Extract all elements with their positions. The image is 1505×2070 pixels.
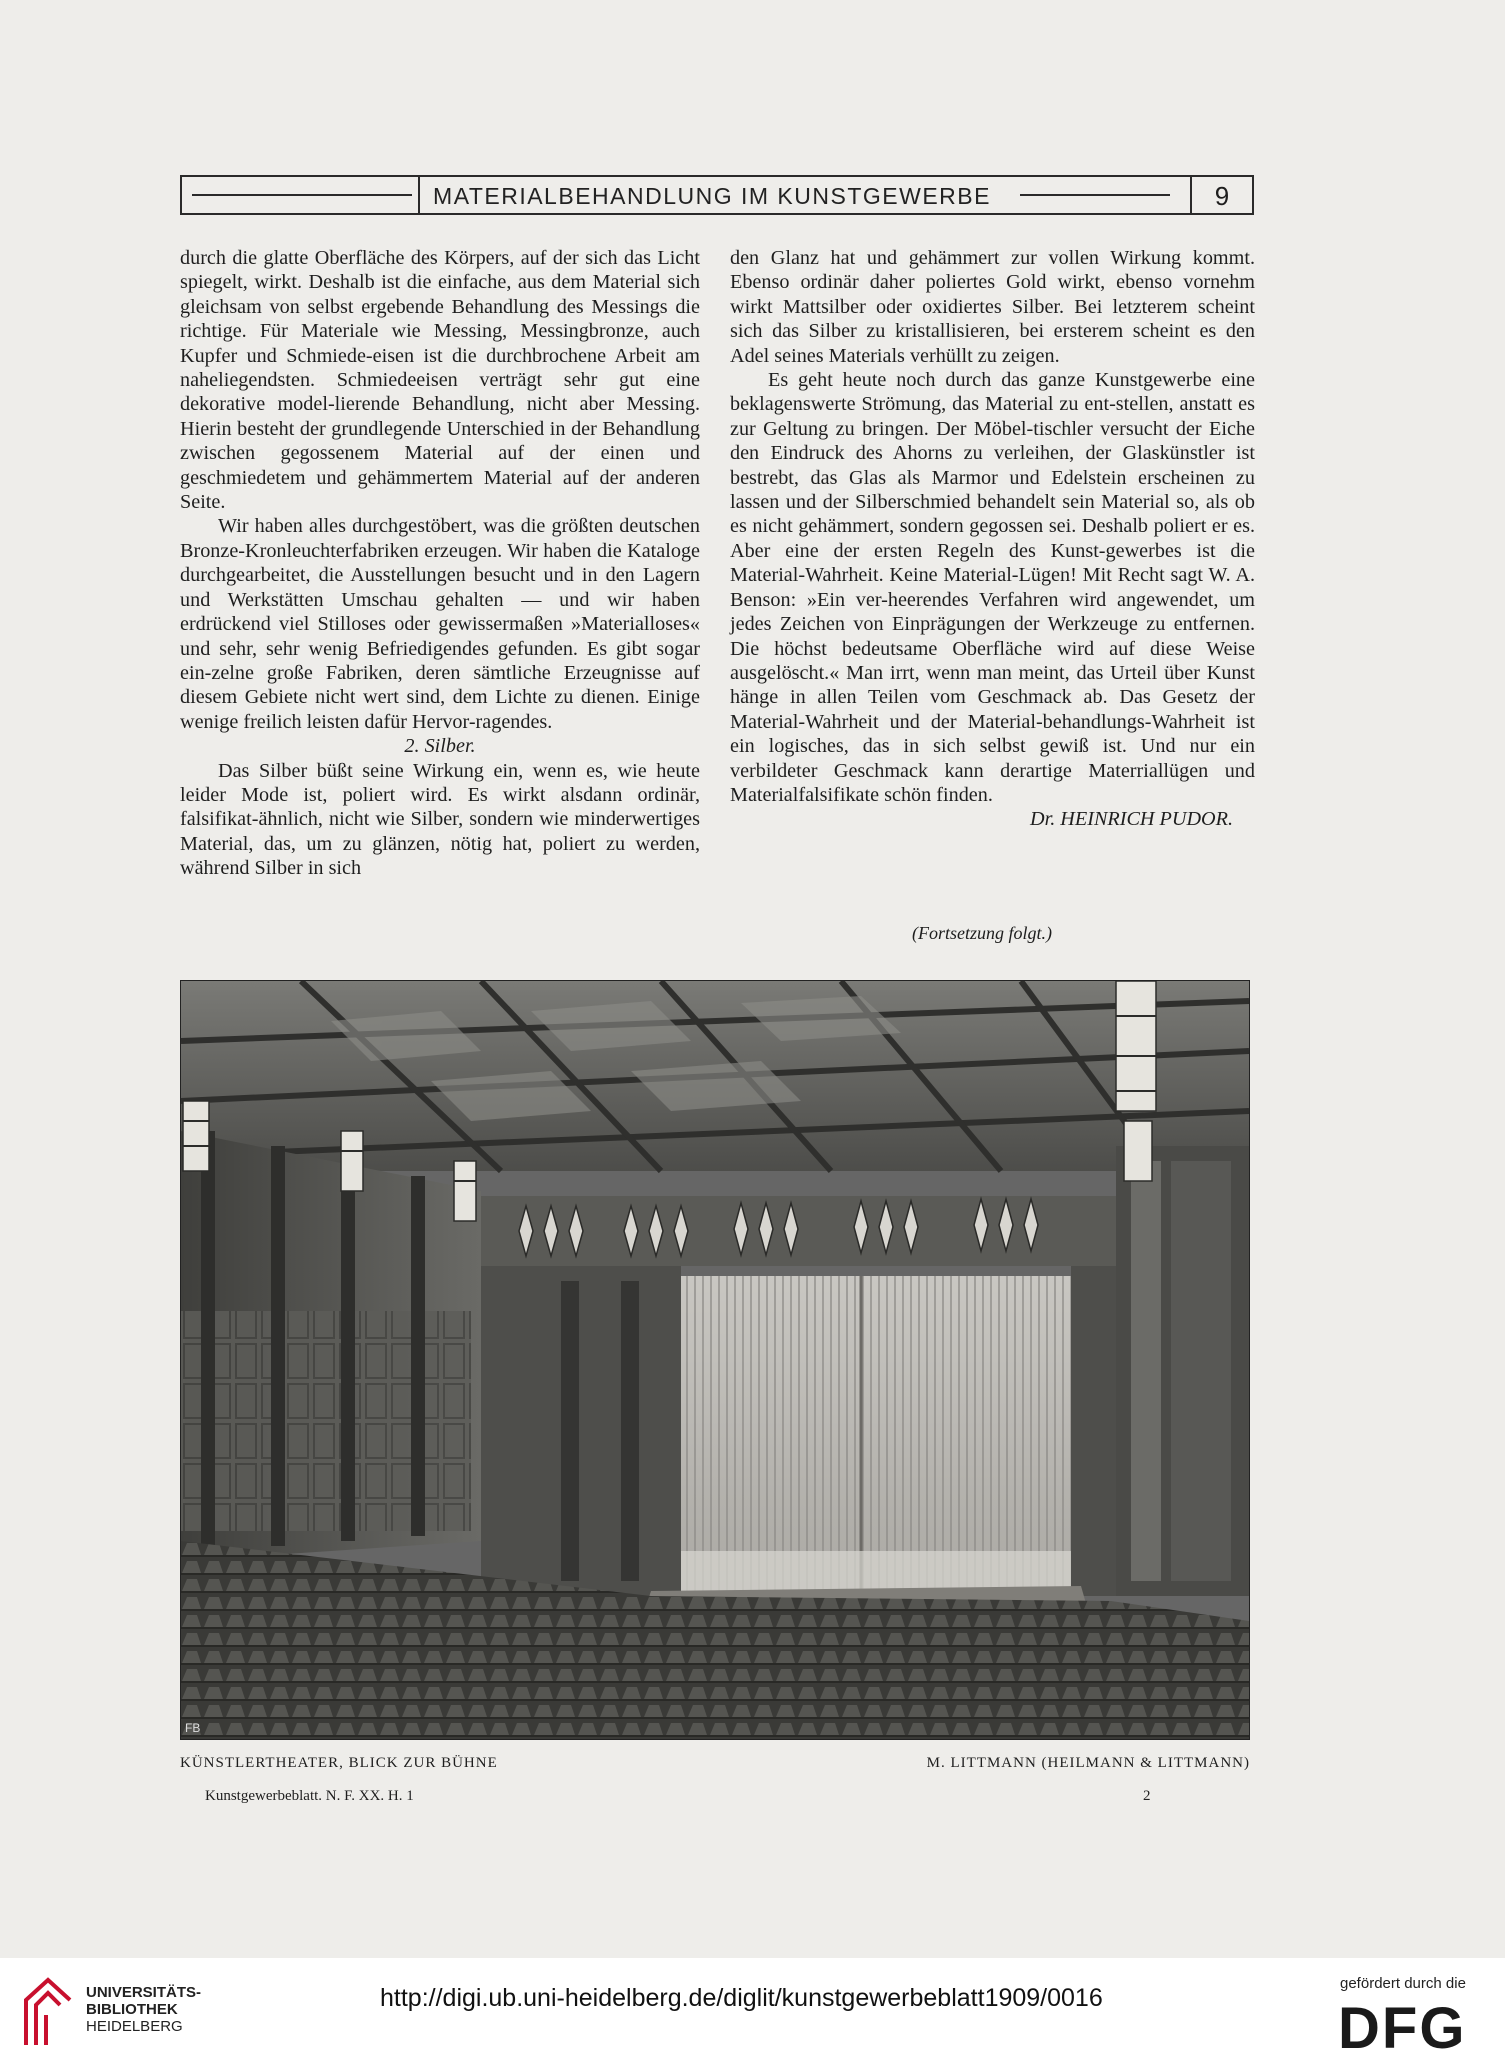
header-title: MATERIALBEHANDLUNG IM KUNSTGEWERBE	[433, 183, 991, 209]
library-name-line: HEIDELBERG	[86, 2018, 183, 2035]
library-name	[86, 1984, 201, 2035]
left-column	[180, 246, 700, 881]
funding-note: gefördert durch die	[1340, 1975, 1466, 1992]
theatre-photograph	[180, 980, 1250, 1740]
section-heading: 2. Silber.	[404, 735, 476, 758]
continuation-note: (Fortsetzung folgt.)	[912, 923, 1052, 943]
library-name-line: UNIVERSITÄTS-	[86, 1984, 202, 2001]
journal-signature-line: Kunstgewerbeblatt. N. F. XX. H. 1	[205, 1788, 414, 1804]
right-column	[730, 246, 1255, 832]
header-divider	[418, 177, 420, 213]
dfg-logo-text: DFG	[1338, 1996, 1467, 2056]
dfg-logo	[1338, 1996, 1488, 2056]
university-library-logo-icon	[18, 1975, 78, 2050]
paragraph: Das Silber büßt seine Wirkung ein, wenn es, wie heute leider Mode ist, poliert wird. Es wirkt alsdann ordinär, falsifikat-ähnlich, nicht wie Silber, sondern wie minderwertiges Material, das, um zu glänzen, nötig hat, poliert zu werden, während Silber in sich	[180, 759, 700, 880]
sheet-number: 2	[1143, 1788, 1151, 1804]
theatre-photo-illustration	[181, 981, 1249, 1739]
page-number: 9	[1214, 181, 1230, 211]
paragraph: durch die glatte Oberfläche des Körpers, auf der sich das Licht spiegelt, wirkt. Deshalb ist die einfache, aus dem Material sich gleichsam von selbst ergebende Behandlung des Messings die richtige. Für Materiale wie Messing, Messingbronze, auch Kupfer und Schmiede-eisen ist die durchbrochene Arbeit am naheliegendsten. Schmiedeeisen verträgt sehr gut eine dekorative model-lierende Behandlung, nicht aber Messing. Hierin besteht der grundlegende Unterschied in der Behandlung zwischen gegossenem Material auf der einen und geschmiedetem und gehämmertem Material auf der anderen Seite.	[180, 247, 700, 514]
figure-caption-title: KÜNSTLERTHEATER, BLICK ZUR BÜHNE	[180, 1755, 498, 1771]
photo-monogram: FB	[185, 1721, 201, 1735]
permalink-url[interactable]: http://digi.ub.uni-heidelberg.de/diglit/kunstgewerbeblatt1909/0016	[380, 1984, 1103, 2012]
paragraph: den Glanz hat und gehämmert zur vollen Wirkung kommt. Ebenso ordinär daher poliertes Gold wirkt, ebenso vornehm wirkt Mattsilber oder oxidiertes Silber. Bei letzterem scheint sich das Silber zu kristallisieren, bei ersterem scheint es den Adel seines Materials verhüllt zu zeigen.	[730, 247, 1255, 367]
header-rule-left	[192, 194, 412, 196]
running-header	[180, 175, 1254, 215]
author-signature: Dr. HEINRICH PUDOR.	[1030, 808, 1233, 831]
figure-caption-credit: M. LITTMANN (HEILMANN & LITTMANN)	[926, 1755, 1250, 1771]
library-name-line: BIBLIOTHEK	[86, 2001, 178, 2018]
digitization-footer	[0, 1958, 1505, 2070]
header-rule-right	[1020, 194, 1170, 196]
paragraph: Es geht heute noch durch das ganze Kunstgewerbe eine beklagenswerte Strömung, das Material zu ent-stellen, anstatt es zur Geltung zu bringen. Der Möbel-tischler versucht der Eiche den Eindruck des Ahorns zu verleihen, der Glaskünstler ist bestrebt, das Glas als Marmor und Edelstein erscheinen zu lassen und der Silberschmied behandelt sein Material so, als ob es nicht gehämmert, sondern gegossen sei. Deshalb poliert er es. Aber eine der ersten Regeln des Kunst-gewerbes ist die Material-Wahrheit. Keine Material-Lügen! Mit Recht sagt W. A. Benson: »Ein ver-heerendes Verfahren wird angewendet, um jedes Zeichen von Einprägungen der Werkzeuge zu entfernen. Die höchst bedeutsame Oberfläche wird auf diese Weise ausgelöscht.« Man irrt, wenn man meint, das Urteil über Kunst hänge in allen Teilen vom Geschmack ab. Das Gesetz der Material-Wahrheit und der Material-behandlungs-Wahrheit ist ein logisches, das in sich selbst gewiß ist. Und nur ein verbildeter Geschmack kann derartige Materriallügen und Materialfalsifikate schön finden.	[730, 369, 1255, 806]
paragraph: Wir haben alles durchgestöbert, was die größten deutschen Bronze-Kronleuchterfabriken erzeugen. Wir haben die Kataloge durchgearbeitet, die Ausstellungen besucht und in den Lagern und Werkstätten Umschau gehalten — und wir haben erdrückend viel Stilloses oder gewissermaßen »Materialloses« und sehr, sehr wenig Befriedigendes gefunden. Es gibt sogar ein-zelne große Fabriken, deren sämtliche Erzeugnisse auf diesem Gebiete nicht wert sind, dem Lichte zu dienen. Einige wenige freilich leisten dafür Hervor-ragendes.	[180, 515, 700, 733]
